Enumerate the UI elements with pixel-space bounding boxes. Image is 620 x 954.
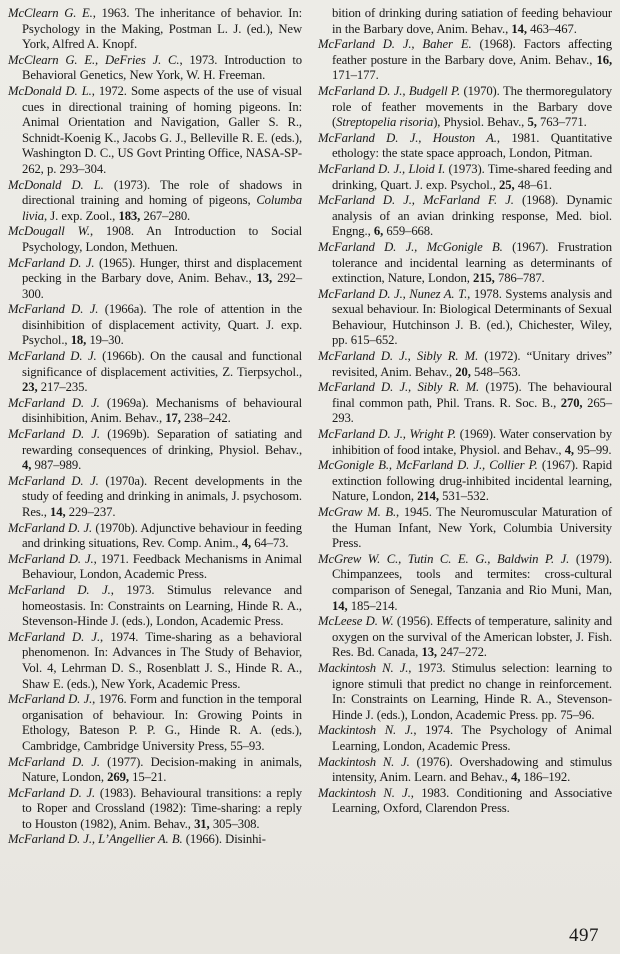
volume-number: 31, [194,816,210,831]
reference-entry [8,302,302,349]
reference-text: (1966a). The role of attention in the disinhibition of displacement activity, Quart. J. exp. Psychol., [22,302,302,348]
reference-text: (1976). Overshadowing and stimulus intensity, Anim. Learn. and Behav., [332,754,612,785]
reference-text: , 1973. Introduction to Behavioral Genetics, New York, W. H. Freeman. [22,52,302,83]
volume-number: 270, [560,395,583,410]
reference-entry [8,53,302,84]
author-names: McFarland D. J. [8,692,93,707]
reference-text: bition of drinking during satiation of feeding behaviour in the Barbary dove, Anim. Behav., [332,6,612,36]
reference-text: (1977). Decision-making in animals, Nature, London, [22,754,302,785]
reference-entry [8,224,302,255]
reference-text: 64–73. [251,536,289,551]
volume-number: 4, [510,770,521,785]
reference-entry [8,6,302,53]
volume-number: 5, [527,115,537,130]
reference-entry [318,458,612,505]
reference-entry [8,349,302,396]
reference-entry [8,755,302,786]
author-names: McDonald D. L. [8,83,92,98]
reference-entry [318,287,612,349]
reference-entry [8,552,302,583]
left-column [8,6,302,848]
author-names: Mackintosh N. J. [318,723,414,738]
reference-text: 238–242. [180,411,231,426]
volume-number: 13, [421,645,437,660]
reference-text: (1973). Time-shared feeding and drinking, Quart. J. exp. Psychol., [332,161,612,192]
reference-text: 531–532. [438,489,489,504]
volume-number: 20, [455,364,471,379]
reference-text: 95–99. [573,442,612,457]
author-names: Mackintosh N. J. [318,660,409,675]
reference-entry [8,583,302,630]
reference-text: 987–989. [31,458,82,473]
reference-text: , 1945. The Neuromuscular Maturation of the Human Infant, New York, Columbia University Press. [332,505,612,551]
reference-text: (1975). The behavioural final common path, Phil. Trans. R. Soc. B., [332,380,612,410]
author-names: McLeese D. W. [318,614,394,629]
reference-text: (1979). Chimpanzees, tools and termites: cross-cultural comparison of Senegal, Tanzania and Rio Muni, Man, [332,551,612,597]
reference-text: , 1973. Stimulus selection: learning to ignore stimuli that predict no change in reinforcement. In: Constraints on Learning, Hinde R. A., Stevenson-Hinde J. (eds.), London, Academic Press. pp. 75–96. [332,660,612,722]
reference-entry [318,162,612,193]
reference-text: 15–21. [128,770,167,785]
author-names: McFarland D. J. [8,520,93,535]
author-names: McGrew W. C., Tutin C. E. G., Baldwin P. J. [318,551,570,566]
author-names: McFarland D. J. [8,785,96,800]
reference-text: 171–177. [332,68,379,83]
author-names: McFarland D. J. [8,395,100,410]
reference-text: 19–30. [86,333,124,348]
reference-text: , 1908. An Introduction to Social Psychology, London, Methuen. [22,224,303,254]
author-names: Columba livia [22,193,302,223]
reference-text: (1968). Factors affecting feather posture in the Barbary dove, Anim. Behav., [332,37,612,67]
reference-entry [318,427,612,458]
reference-text: (1966). Disinhi- [182,832,266,847]
author-names: McFarland D. J., Budgell P. [318,83,461,98]
author-names: McFarland D. J., McGonigle B. [318,239,503,254]
reference-entry [318,349,612,380]
author-names: McFarland D. J., McFarland F. J. [318,193,514,208]
author-names: McDougall W. [8,224,90,239]
author-names: McFarland D. J., Wright P. [318,427,457,442]
author-names: McFarland D. J., Baher E. [318,37,472,52]
volume-number: 17, [165,411,181,426]
right-column [318,6,612,848]
volume-number: 13, [256,271,273,286]
reference-entry [8,256,302,303]
volume-number: 23, [22,380,38,395]
volume-number: 6, [373,224,384,239]
author-names: McFarland D. J. [8,551,94,566]
author-names: Mackintosh N. J. [318,785,411,800]
reference-text: , 1974. Time-sharing as a behavioral phenomenon. In: Advances in The Study of Behavior, Vol. 4, Lehrman D. S., Rosenblatt J. S., Hinde R. A., Shaw E. (eds.), New York, Academic Press. [22,629,302,691]
author-names: Mackintosh N. J. [318,754,410,769]
reference-entry [318,723,612,754]
volume-number: 4, [22,458,32,473]
reference-text: ), Physiol. Behav., [433,115,528,130]
volume-number: 183, [118,208,141,223]
reference-text: 247–272. [436,645,487,660]
author-names: McFarland D. J., Sibly R. M. [318,380,480,395]
reference-entry [318,37,612,84]
reference-entry [8,630,302,692]
reference-text: (1966b). On the causal and functional significance of displacement activities, Z. Tierpsychol., [22,349,302,379]
author-names: McFarland D. J., Lloid I. [318,161,446,176]
reference-text: , 1983. Conditioning and Associative Learning, Oxford, Clarendon Press. [332,785,612,816]
author-names: McFarland D. J. [8,754,100,769]
reference-text: (1983). Behavioural transitions: a reply to Roper and Crossland (1982): Time-sharing: a reply to Houston (1982), Anim. Behav., [22,785,303,831]
volume-number: 18, [70,333,87,348]
author-names: McFarland D. J. [8,302,99,317]
reference-entry [318,755,612,786]
reference-entry [318,505,612,552]
reference-text: 786–787. [494,271,545,286]
reference-text: (1970b). Adjunctive behaviour in feeding and drinking situations, Rev. Comp. Anim., [22,520,302,551]
author-names: McGraw M. B. [318,505,397,519]
author-names: McGonigle B., McFarland D. J., Collier P. [318,458,538,473]
reference-text: 185–214. [347,598,398,613]
reference-entry [318,131,612,162]
reference-entry-continuation [318,6,612,37]
volume-number: 215, [473,271,495,286]
reference-entry [318,661,612,723]
author-names: McFarland D. J., Nunez A. T. [318,286,468,301]
reference-text: , J. exp. Zool., [43,208,119,223]
reference-entry [8,396,302,427]
author-names: McFarland D. J. [8,582,111,597]
reference-text: 763–771. [536,115,587,130]
volume-number: 14, [332,598,348,613]
reference-text: (1969). Water conservation by inhibition of food intake, Physiol. and Behav., [332,427,612,457]
reference-text: 267–280. [140,208,191,223]
author-names: McFarland D. J. [8,427,100,442]
reference-text: 265–293. [332,395,612,426]
reference-text: 659–668. [383,224,434,239]
reference-text: (1973). The role of shadows in directional training and homing of pigeons, [22,177,302,208]
reference-text: (1969a). Mechanisms of behavioural disinhibition, Anim. Behav., [22,395,302,426]
reference-text: (1956). Effects of temperature, salinity and oxygen on the survival of the American lobster, J. Fish. Res. Bd. Canada, [332,614,612,660]
reference-text: , 1978. Systems analysis and sexual behaviour. In: Biological Determinants of Sexual Behaviour, Hutchinson J. B. (ed.), Chichester, Wiley, pp. 615–652. [332,286,613,348]
reference-text: (1967). Frustration tolerance and incidental learning as determinants of extinction, Nature, London, [332,239,612,286]
reference-text: , 1972. Some aspects of the use of visual cues in directional training of homing pigeons. In: Animal Orientation and Navigation, Galler S. R., Schnidt-Koenig K., Jacobs G. J., Belleville R. E. (eds.), Washington D. C., US Govt Printing Office, NASA-SP-262, p. 293–304. [22,83,303,176]
volume-number: 14, [50,505,66,519]
reference-text: 548–563. [470,364,521,379]
author-names: McFarland D. J. [8,255,95,270]
author-names: Streptopelia risoria [336,115,434,130]
reference-text: , 1974. The Psychology of Animal Learning, London, Academic Press. [332,723,612,753]
author-names: McDonald D. L. [8,177,104,192]
reference-text: (1967). Rapid extinction following drug-inhibited incidental learning, Nature, London, [332,458,612,504]
reference-text: 229–237. [65,505,116,519]
reference-text: 305–308. [209,816,260,831]
volume-number: 25, [499,177,515,192]
reference-text: , 1976. Form and function in the temporal organisation of behaviour. In: Growing Points in Ethology, Bateson P. P. G., Hinde R. A. (eds.), Cambridge, Cambridge University Press, 55–93. [22,692,302,753]
reference-entry [318,614,612,661]
reference-entry [8,786,302,833]
reference-entry [8,178,302,225]
reference-entry [8,832,302,848]
reference-text: 292–300. [22,271,302,301]
reference-text: 48–61. [514,177,552,192]
reference-text: 186–192. [520,770,571,785]
reference-entry [8,427,302,474]
volume-number: 14, [511,21,527,36]
page-number: 497 [569,925,599,946]
reference-text: 217–235. [37,380,88,395]
reference-entry [318,786,612,817]
author-names: McFarland D. J., L’Angellier A. B. [8,832,183,847]
reference-text: , 1981. Quantitative ethology: the state space approach, London, Pitman. [332,130,612,161]
volume-number: 16, [596,52,612,67]
reference-text: 463–467. [526,21,577,36]
author-names: McClearn G. E. [8,6,93,20]
author-names: McFarland D. J., Sibly R. M. [318,349,479,364]
reference-entry [318,380,612,427]
reference-entry [318,552,612,614]
reference-text: (1969b). Separation of satiating and rewarding consequences of drinking, Physiol. Behav., [22,427,302,457]
reference-entry [318,240,612,287]
author-names: McFarland D. J. [8,629,100,644]
reference-entry [318,84,612,131]
reference-entry [8,474,302,521]
reference-entry [8,692,302,754]
reference-text: (1972). “Unitary drives” revisited, Anim. Behav., [332,349,612,379]
reference-entry [318,193,612,240]
author-names: McFarland D. J., Houston A. [318,130,497,145]
reference-text: (1970a). Recent developments in the study of feeding and drinking in animals, J. psychosom. Res., [22,473,302,519]
reference-text: (1970). The thermoregulatory role of feather movements in the Barbary dove ( [332,83,612,130]
reference-text: , 1971. Feedback Mechanisms in Animal Behaviour, London, Academic Press. [22,551,302,582]
reference-text: , 1973. Stimulus relevance and homeostasis. In: Constraints on Learning, Hinde R. A., Stevenson-Hinde J. (eds.), London, Academic Press. [22,582,302,629]
reference-text: (1965). Hunger, thirst and displacement pecking in the Barbary dove, Anim. Behav., [22,255,303,286]
author-names: McFarland D. J. [8,349,97,364]
reference-entry [8,84,302,178]
author-names: McClearn G. E., DeFries J. C. [8,52,180,67]
volume-number: 4, [241,536,251,551]
reference-text: (1968). Dynamic analysis of an avian drinking response, Med. biol. Engng., [332,193,612,239]
author-names: McFarland D. J. [8,473,99,488]
volume-number: 214, [417,489,439,504]
volume-number: 269, [107,770,129,785]
reference-text: , 1963. The inheritance of behavior. In: Psychology in the Making, Postman L. J. (ed.), New York, Alfred A. Knopf. [22,6,303,52]
reference-entry [8,521,302,552]
volume-number: 4, [564,442,574,457]
